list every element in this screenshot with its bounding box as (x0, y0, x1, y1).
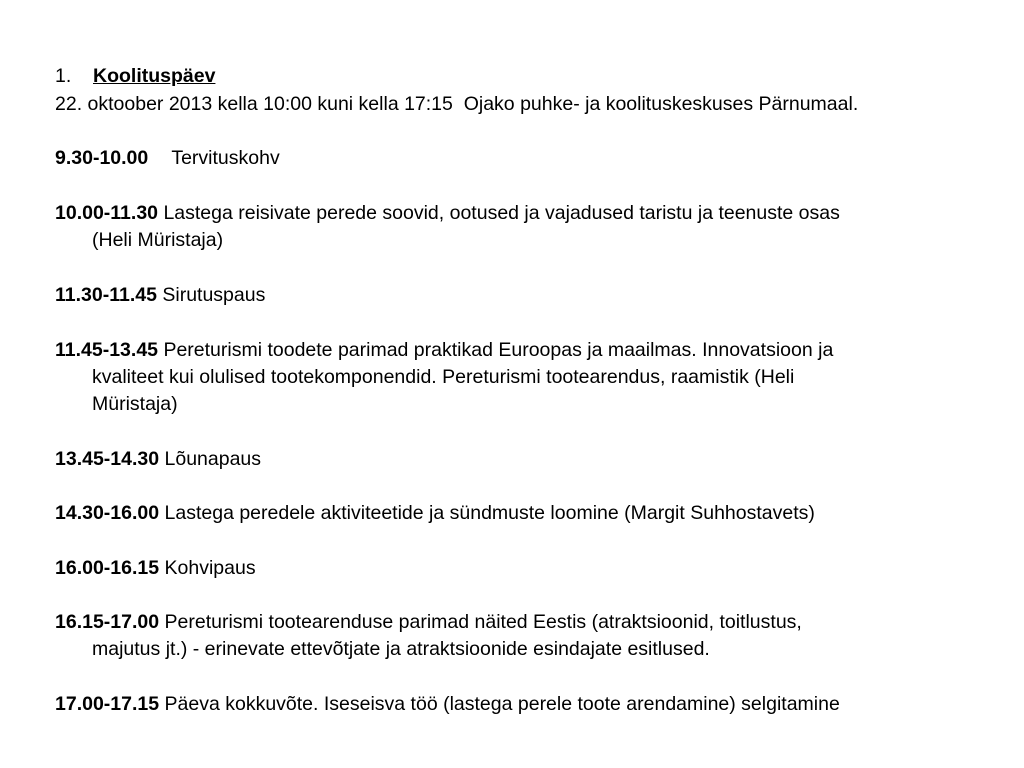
schedule-text: kvaliteet kui olulised tootekomponendid. Pereturismi tootearendus, raamistik (Heli (92, 366, 795, 388)
schedule-entry (55, 555, 990, 582)
schedule-entry (55, 145, 990, 172)
schedule-entry (55, 282, 990, 309)
schedule-time: 16.00-16.15 (55, 557, 160, 579)
schedule-time: 9.30-10.00 (55, 147, 149, 169)
section-number: 1. (55, 65, 72, 87)
schedule-entry (55, 446, 990, 473)
date-line: 22. oktoober 2013 kella 10:00 kuni kella 17:15 Ojako puhke- ja koolituskeskuses Pärnumaal. (55, 93, 859, 115)
schedule-time: 17.00-17.15 (55, 693, 160, 715)
schedule-text: Lastega peredele aktiviteetide ja sündmuste loomine (Margit Suhhostavets) (164, 502, 815, 524)
schedule-text: Sirutuspaus (162, 284, 266, 306)
schedule-time: 16.15-17.00 (55, 611, 160, 633)
schedule-text: (Heli Müristaja) (92, 229, 224, 251)
schedule-text: Pereturismi tootearenduse parimad näited Eestis (atraktsioonid, toitlustus, (164, 611, 802, 633)
schedule-text: Kohvipaus (164, 557, 256, 579)
schedule-entry (55, 337, 990, 418)
schedule-time: 11.45-13.45 (55, 339, 159, 361)
schedule-entry (55, 691, 990, 718)
schedule-time: 14.30-16.00 (55, 502, 160, 524)
schedule-text: Pereturismi toodete parimad praktikad Euroopas ja maailmas. Innovatsioon ja (163, 339, 834, 361)
schedule-text: Lõunapaus (164, 448, 262, 470)
schedule-time: 10.00-11.30 (55, 202, 159, 224)
schedule-time: 11.30-11.45 (55, 284, 157, 306)
schedule-text: Müristaja) (92, 393, 178, 415)
schedule-text: majutus jt.) - erinevate ettevõtjate ja atraktsioonide esindajate esitlused. (92, 638, 710, 660)
schedule-entry (55, 200, 990, 254)
schedule-text: Päeva kokkuvõte. Iseseisva töö (lastega perele toote arendamine) selgitamine (164, 693, 840, 715)
section-heading (55, 64, 215, 88)
schedule-text: Tervituskohv (171, 147, 280, 169)
schedule-text: Lastega reisivate perede soovid, ootused ja vajadused taristu ja teenuste osas (163, 202, 840, 224)
section-title: Koolituspäev (93, 65, 216, 87)
schedule-entry (55, 500, 990, 527)
schedule-entry (55, 609, 990, 663)
schedule-time: 13.45-14.30 (55, 448, 160, 470)
